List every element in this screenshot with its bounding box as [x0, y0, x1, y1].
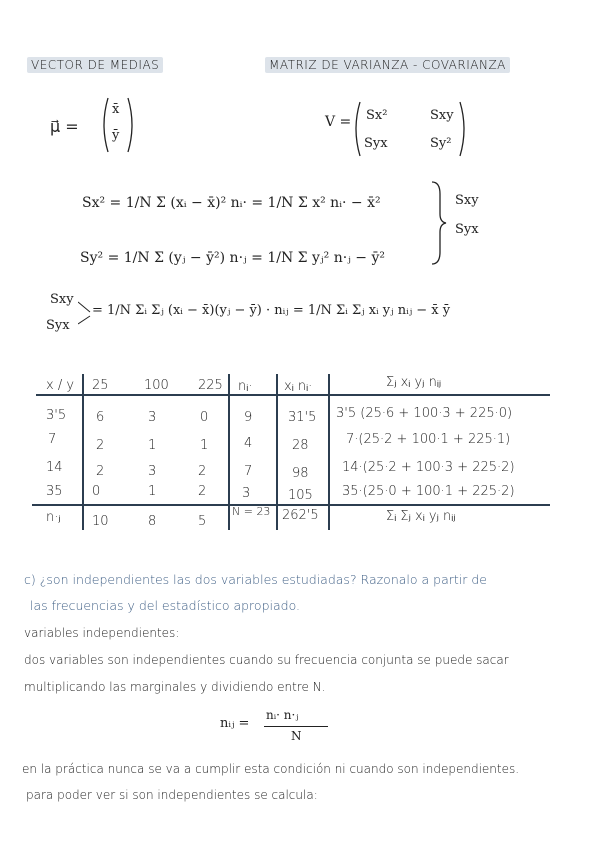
table-row3-ni: 7 — [244, 464, 253, 479]
brace-sxy: Sxy — [455, 193, 479, 208]
table-row2-c2: 1 — [148, 438, 157, 453]
table-vline-2 — [228, 374, 230, 530]
table-row3-c1: 2 — [96, 464, 105, 479]
table-footer-label: n·ⱼ — [46, 510, 61, 525]
table-row2-c3: 1 — [200, 438, 209, 453]
table-row4-xini: 105 — [288, 488, 313, 503]
table-footer-c3: 5 — [198, 514, 207, 529]
table-row3-x: 14 — [46, 460, 63, 475]
paragraph-4: para poder ver si son independientes se calcula: — [26, 788, 318, 802]
matrix-a12: Sxy — [430, 108, 454, 123]
question-line1: c) ¿son independientes las dos variables estudiadas? Razonalo a partir de — [24, 572, 487, 587]
heading-vector-de-medias: VECTOR DE MEDIAS — [27, 58, 163, 73]
table-header-25: 25 — [92, 378, 109, 393]
table-row4-x: 35 — [46, 484, 63, 499]
table-row1-c1: 6 — [96, 410, 105, 425]
table-row3-c2: 3 — [148, 464, 157, 479]
matrix-lhs: V = — [325, 114, 352, 130]
table-footer-c2: 8 — [148, 514, 157, 529]
table-row3-xini: 98 — [292, 466, 309, 481]
table-row4-c2: 1 — [148, 484, 157, 499]
table-row4-ni: 3 — [242, 486, 251, 501]
table-row2-xini: 28 — [292, 438, 309, 453]
formula-sy2: Sy² = 1/N Σ (yⱼ − ȳ²) n·ⱼ = 1/N Σ yⱼ² n·ⱼ − ȳ² — [80, 250, 386, 266]
table-footer-c1: 10 — [92, 514, 109, 529]
table-header-xini: xᵢ nᵢ· — [284, 379, 313, 394]
paragraph-3: en la práctica nunca se va a cumplir esta condición ni cuando son independientes. — [22, 762, 520, 776]
vector-row1: x̄ — [112, 102, 120, 117]
table-row1-sum: 3'5 (25·6 + 100·3 + 225·0) — [336, 406, 513, 421]
matrix-a21: Syx — [364, 136, 388, 151]
covariance-matrix — [352, 100, 468, 158]
formula-cov: = 1/N Σᵢ Σⱼ (xᵢ − x̄)(yⱼ − ȳ) · nᵢⱼ = 1/N Σᵢ Σⱼ xᵢ yⱼ nᵢⱼ − x̄ ȳ — [92, 303, 451, 318]
question-line2: las frecuencias y del estadístico apropiado. — [30, 598, 300, 613]
table-row1-c3: 0 — [200, 410, 209, 425]
table-footer-n: N = 23 — [232, 505, 271, 518]
table-row1-ni: 9 — [244, 410, 253, 425]
cov-sxy: Sxy — [50, 292, 74, 307]
table-footer-xini: 262'5 — [282, 508, 319, 523]
right-brace — [428, 180, 448, 266]
table-header-ni: nᵢ· — [238, 379, 253, 394]
table-row2-ni: 4 — [244, 436, 253, 451]
table-row3-sum: 14·(25·2 + 100·3 + 225·2) — [342, 460, 515, 475]
matrix-a22: Sy² — [430, 136, 452, 151]
indep-eq-fraction-bar — [264, 726, 328, 727]
indep-eq-lhs: nᵢⱼ = — [220, 716, 250, 731]
table-row3-c3: 2 — [198, 464, 207, 479]
table-vline-1 — [82, 374, 84, 530]
table-row2-x: 7 — [48, 432, 57, 447]
vector-row2: ȳ — [112, 128, 120, 143]
table-row1-x: 3'5 — [46, 408, 67, 423]
table-header-sum: Σⱼ xᵢ yⱼ nᵢⱼ — [386, 375, 442, 390]
table-footer-sum: Σᵢ Σⱼ xᵢ yⱼ nᵢⱼ — [386, 509, 456, 524]
vector-matrix — [100, 96, 136, 154]
brace-syx: Syx — [455, 222, 479, 237]
table-row4-sum: 35·(25·0 + 100·1 + 225·2) — [342, 484, 515, 499]
indep-eq-numerator: nᵢ· n·ⱼ — [266, 708, 299, 722]
table-header-line — [36, 394, 550, 396]
frequency-table — [28, 372, 550, 532]
table-row1-xini: 31'5 — [288, 410, 317, 425]
formula-sx2: Sx² = 1/N Σ (xᵢ − x̄)² nᵢ· = 1/N Σ x² nᵢ· − x̄² — [82, 195, 381, 211]
table-vline-4 — [328, 374, 330, 530]
table-row2-sum: 7·(25·2 + 100·1 + 225·1) — [346, 432, 511, 447]
paragraph-1: dos variables son independientes cuando su frecuencia conjunta se puede sacar — [24, 653, 509, 667]
cov-syx: Syx — [46, 318, 70, 333]
table-header-225: 225 — [198, 378, 223, 393]
table-vline-3 — [276, 374, 278, 530]
subtitle-variables-independientes: variables independientes: — [24, 626, 180, 640]
matrix-a11: Sx² — [366, 108, 388, 123]
vector-lhs: μ⃗ = — [50, 117, 79, 136]
table-header-xy: x / y — [46, 378, 75, 393]
paragraph-2: multiplicando las marginales y dividiendo entre N. — [24, 680, 326, 694]
table-header-100: 100 — [144, 378, 169, 393]
table-row4-c3: 2 — [198, 484, 207, 499]
table-row4-c1: 0 — [92, 484, 101, 499]
table-row2-c1: 2 — [96, 438, 105, 453]
table-footer-line — [32, 504, 550, 506]
table-row1-c2: 3 — [148, 410, 157, 425]
indep-eq-denominator: N — [291, 729, 302, 743]
heading-matriz-varianza: MATRIZ DE VARIANZA - COVARIANZA — [265, 58, 510, 73]
